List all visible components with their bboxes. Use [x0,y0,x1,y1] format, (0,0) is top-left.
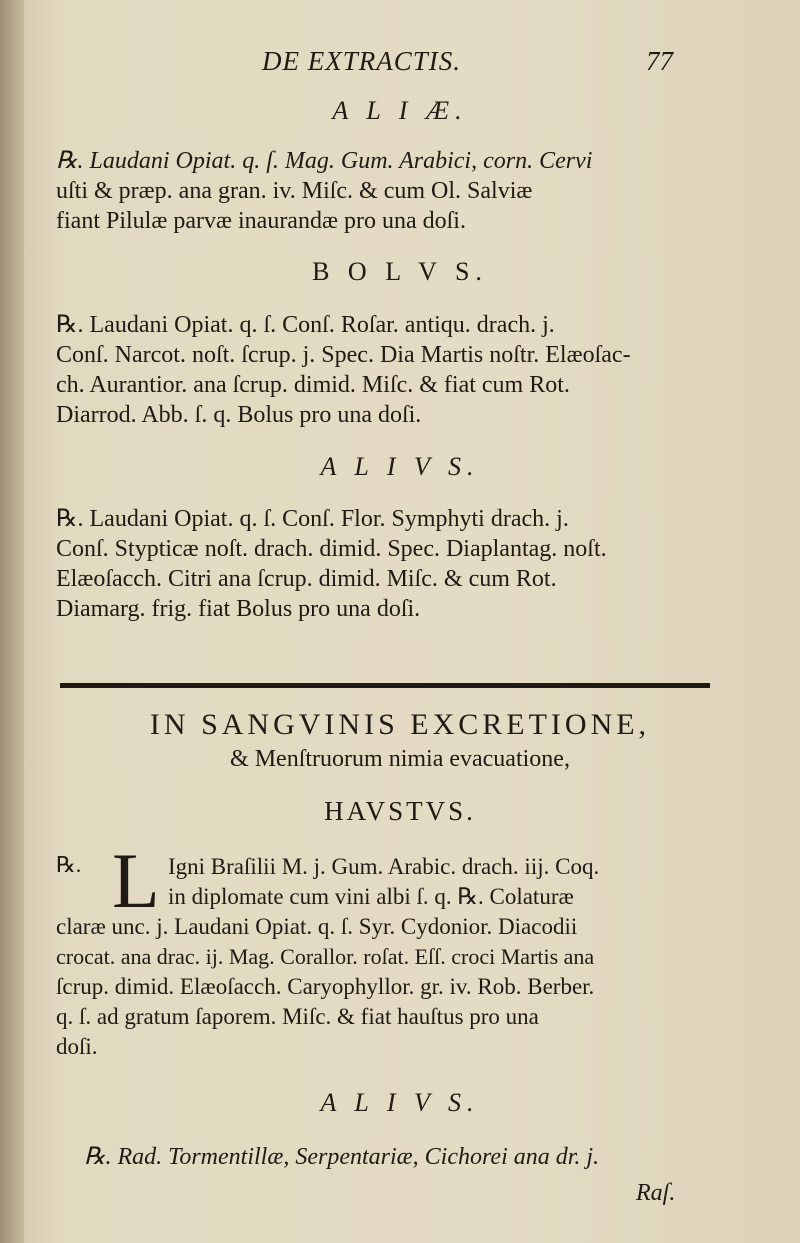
text-line: ch. Aurantior. ana ſcrup. dimid. Miſc. & fiat cum Rot. [56,372,570,398]
text-line: ℞. Rad. Tormentillæ, Serpentariæ, Cichorei ana dr. j. [84,1144,600,1170]
section-alius-1-text [56,504,716,624]
text-line: Diamarg. frig. fiat Bolus pro una doſi. [56,596,421,622]
text-line: doſi. [56,1034,98,1059]
section-alius-2-text [56,1142,716,1172]
text-line: ℞. Laudani Opiat. q. ſ. Mag. Gum. Arabici, corn. Cervi [56,148,593,174]
text-line: ℞. Laudani Opiat. q. ſ. Conſ. Roſar. antiqu. drach. j. [56,312,555,338]
text-line: crocat. ana drac. ij. Mag. Corallor. roſat. Eſſ. croci Martis ana [56,944,595,969]
text-line: in diplomate cum vini albi ſ. q. ℞. Colaturæ [168,884,574,909]
heading-bolus: B O L V S. [312,257,488,286]
page-number: 77 [646,46,673,76]
text-line: q. ſ. ad gratum ſaporem. Miſc. & fiat hauſtus pro una [56,1004,539,1029]
text-line: Elæoſacch. Citri ana ſcrup. dimid. Miſc. & cum Rot. [56,566,557,592]
text-line: Conſ. Narcot. noſt. ſcrup. j. Spec. Dia Martis noſtr. Elæoſac- [56,342,631,368]
text-line: Igni Braſilii M. j. Gum. Arabic. drach. iij. Coq. [168,854,600,879]
section-title-line-1: IN SANGVINIS EXCRETIONE, [149,708,651,741]
section-divider-rule [60,683,710,688]
section-bolus-text [56,310,716,430]
heading-aliae: A L I Æ. [332,96,468,125]
heading-alius-1: A L I V S. [320,452,480,481]
text-line: fiant Pilulæ parvæ inaurandæ pro una doſi. [56,208,466,234]
heading-alius-2: A L I V S. [320,1088,480,1117]
catchword: Raſ. [636,1180,676,1206]
drop-cap: L [112,837,160,924]
text-line: Diarrod. Abb. ſ. q. Bolus pro una doſi. [56,402,422,428]
text-line: ſcrup. dimid. Elæoſacch. Caryophyllor. gr. iv. Rob. Berber. [56,974,595,999]
text-line: ℞. Laudani Opiat. q. ſ. Conſ. Flor. Symphyti drach. j. [56,506,569,532]
page-gutter-shadow [0,0,24,1243]
running-head-title: DE EXTRACTIS. [262,46,461,76]
running-head [0,44,800,84]
text-line: uſti & præp. ana gran. iv. Miſc. & cum Ol. Salviæ [56,178,533,204]
heading-haustus: HAVSTVS. [324,796,476,826]
section-haustus-text [56,852,720,1062]
section-title-line-2: & Menſtruorum nimia evacuatione, [230,746,570,772]
text-line: Conſ. Stypticæ noſt. drach. dimid. Spec. Diaplantag. noſt. [56,536,607,562]
recipe-mark: ℞. [56,852,82,877]
section-aliae-text [56,146,716,236]
text-line: claræ unc. j. Laudani Opiat. q. ſ. Syr. Cydonior. Diacodii [56,914,578,939]
